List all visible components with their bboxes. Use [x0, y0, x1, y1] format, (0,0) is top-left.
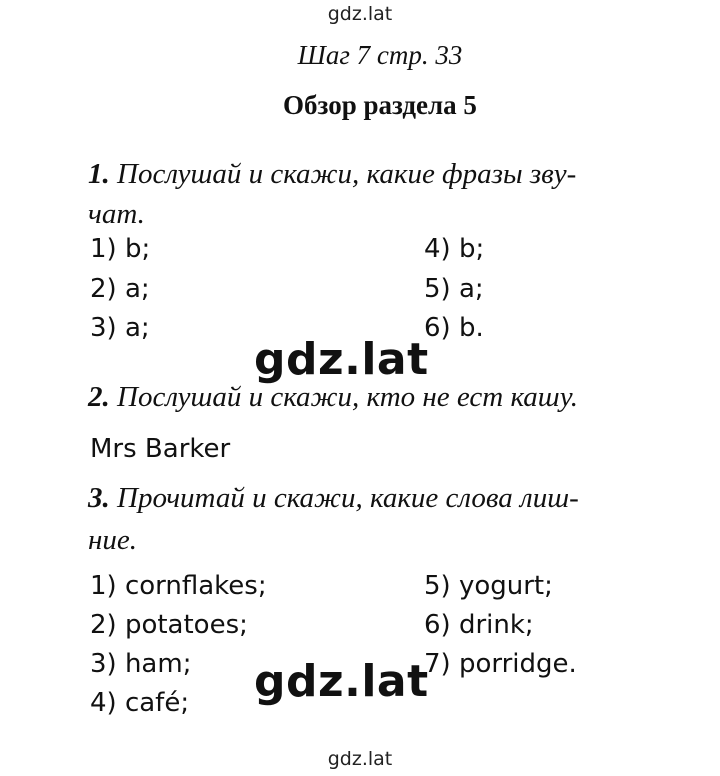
- ex3-answer: 1) cornflakes;: [90, 571, 267, 601]
- watermark-bottom-mid: gdz.lat: [254, 656, 429, 707]
- ex3-answer: 3) ham;: [90, 649, 192, 679]
- ex1-answer: 2) a;: [90, 274, 150, 304]
- ex3-task-line1: [88, 482, 579, 515]
- ex2-task-line: [88, 381, 578, 414]
- ex3-answer: 5) yogurt;: [424, 571, 553, 601]
- ex2-answer: Mrs Barker: [90, 434, 231, 464]
- ex3-number: 3.: [88, 482, 110, 514]
- ex1-answer: 4) b;: [424, 234, 485, 264]
- ex1-number: 1.: [88, 158, 110, 190]
- ex3-answer: 7) porridge.: [424, 649, 577, 679]
- ex1-answer: 3) a;: [90, 313, 150, 343]
- ex2-number: 2.: [88, 381, 110, 413]
- ex1-task-line1: [88, 158, 576, 191]
- watermark-bottom: gdz.lat: [327, 748, 393, 770]
- step-heading: Шаг 7 стр. 33: [297, 40, 463, 70]
- ex1-answer: 1) b;: [90, 234, 151, 264]
- ex2-task-text: Послушай и скажи, кто не ест кашу.: [117, 381, 578, 413]
- watermark-mid: gdz.lat: [254, 334, 429, 385]
- ex3-task-text: Прочитай и скажи, какие слова лиш-: [117, 482, 579, 514]
- ex3-answer: 4) café;: [90, 688, 190, 718]
- ex3-answer: 6) drink;: [424, 610, 534, 640]
- ex1-task-line2: чат.: [88, 198, 145, 230]
- watermark-top: gdz.lat: [327, 3, 393, 25]
- section-title: Обзор раздела 5: [283, 90, 477, 120]
- ex1-answer: 5) a;: [424, 274, 484, 304]
- ex3-answer: 2) potatoes;: [90, 610, 248, 640]
- ex1-task-text: Послушай и скажи, какие фразы зву-: [117, 158, 577, 190]
- ex1-answer: 6) b.: [424, 313, 484, 343]
- ex3-task-line2: ние.: [88, 524, 138, 556]
